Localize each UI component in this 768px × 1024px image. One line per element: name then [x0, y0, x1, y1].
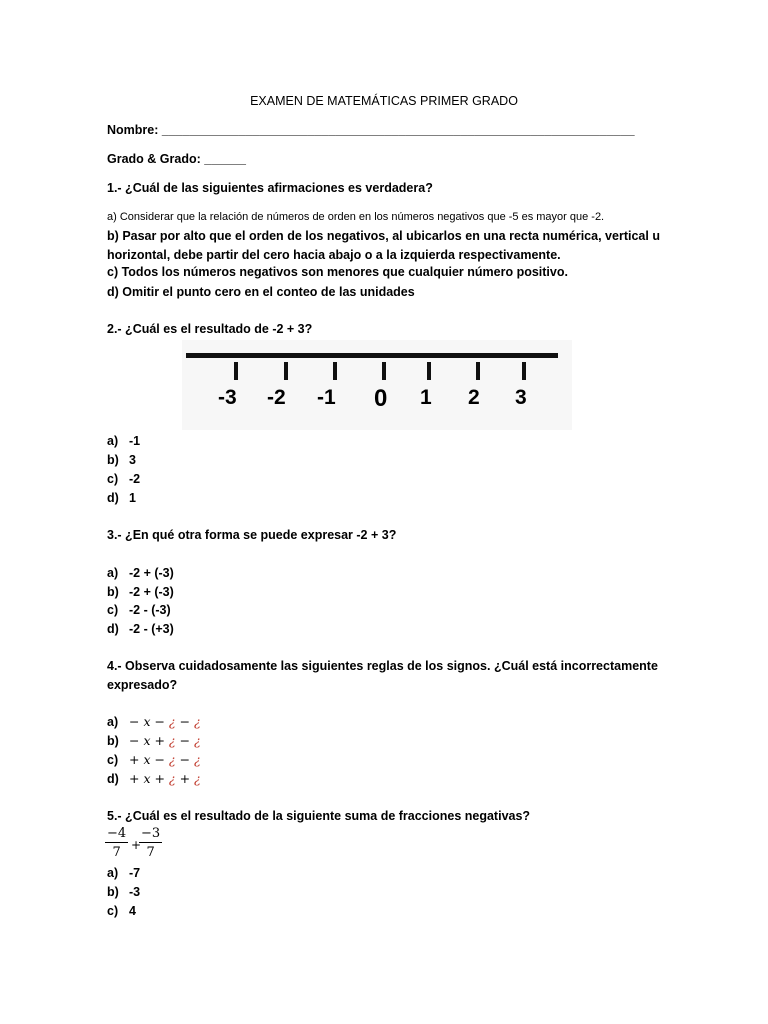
option-text: -2 - (-3) — [129, 603, 171, 617]
grade-label: Grado & Grado: — [107, 152, 201, 166]
option-text: -7 — [129, 866, 141, 880]
q2-option-c — [107, 472, 140, 486]
option-letter: c) — [107, 472, 119, 486]
option-text: 1 — [129, 491, 136, 505]
q4-option-c — [107, 752, 201, 767]
option-letter: a) — [107, 434, 119, 448]
tick-label: 1 — [420, 386, 432, 409]
grade-row — [107, 152, 246, 166]
sign-operator: − — [175, 733, 195, 748]
option-text: -1 — [129, 434, 141, 448]
tick-mark — [522, 362, 526, 380]
unknown-symbol: ¿ — [194, 714, 201, 729]
option-letter: c) — [107, 904, 119, 918]
unknown-symbol: ¿ — [194, 733, 201, 748]
question-4-line-1: 4.- Observa cuidadosamente las siguientes reglas de los signos. ¿Cuál está incorrectamente — [107, 659, 658, 673]
sign-rule-lead: − x − — [129, 714, 169, 729]
grade-field-line[interactable]: ______ — [204, 152, 246, 166]
unknown-symbol: ¿ — [168, 733, 176, 748]
option-letter: a) — [107, 715, 119, 729]
unknown-symbol: ¿ — [168, 752, 176, 767]
name-field-line[interactable]: ____________________________________________________________________ — [161, 123, 635, 137]
option-text: 3 — [129, 453, 136, 467]
tick-label: -1 — [317, 386, 336, 409]
option-letter: c) — [107, 753, 119, 767]
tick-label: 2 — [468, 386, 480, 409]
q2-option-d — [107, 491, 136, 505]
q5-option-b — [107, 885, 140, 899]
sign-operator: − — [175, 714, 195, 729]
name-row — [107, 123, 635, 137]
tick-mark — [333, 362, 337, 380]
question-3: 3.- ¿En qué otra forma se puede expresar -2 + 3? — [107, 528, 397, 542]
sign-operator: + — [175, 771, 195, 786]
q1-option-c: c) Todos los números negativos son menores que cualquier número positivo. — [107, 265, 568, 279]
q2-option-b — [107, 453, 136, 467]
option-text: -2 + (-3) — [129, 585, 174, 599]
option-letter: d) — [107, 772, 119, 786]
option-letter: c) — [107, 603, 119, 617]
fraction-numerator: −4 — [107, 826, 127, 841]
q3-option-d — [107, 622, 174, 636]
option-text: -2 + (-3) — [129, 566, 174, 580]
option-letter: a) — [107, 866, 119, 880]
number-line-axis — [186, 353, 558, 358]
unknown-symbol: ¿ — [168, 714, 176, 729]
tick-mark — [382, 362, 386, 380]
q1-option-b: b) Pasar por alto que el orden de los negativos, al ubicarlos en una recta numérica, vertical u horizontal, debe partir del cero hacia abajo o a la izquierda respectivamente. — [107, 229, 660, 262]
option-letter: d) — [107, 622, 119, 636]
q5-option-a — [107, 866, 140, 880]
tick-mark — [234, 362, 238, 380]
question-5: 5.- ¿Cuál es el resultado de la siguiente suma de fracciones negativas? — [107, 809, 531, 823]
fraction-2 — [139, 826, 162, 860]
unknown-symbol: ¿ — [194, 752, 201, 767]
tick-mark — [284, 362, 288, 380]
tick-mark — [476, 362, 480, 380]
tick-mark — [427, 362, 431, 380]
fraction-numerator: −3 — [141, 826, 161, 841]
q3-option-b — [107, 585, 174, 599]
exam-title: EXAMEN DE MATEMÁTICAS PRIMER GRADO — [250, 94, 518, 108]
q4-option-d — [107, 771, 201, 786]
q3-option-a — [107, 566, 174, 580]
option-text: -3 — [129, 885, 141, 899]
fraction-denominator: 7 — [146, 845, 155, 860]
tick-label: -3 — [218, 386, 237, 409]
q3-option-c — [107, 603, 171, 617]
q1-option-a: a) Considerar que la relación de números de orden en los números negativos que -5 es mayor que -2. — [107, 211, 605, 223]
question-2: 2.- ¿Cuál es el resultado de -2 + 3? — [107, 322, 313, 336]
tick-label: 0 — [374, 385, 388, 412]
fraction-1 — [105, 826, 128, 860]
q4-option-b — [107, 733, 201, 748]
sign-rule-lead: + x − — [129, 752, 169, 767]
q4-option-a — [107, 714, 201, 729]
sign-rule-lead: + x + — [129, 771, 169, 786]
option-letter: b) — [107, 453, 119, 467]
option-letter: d) — [107, 491, 119, 505]
option-text: 4 — [129, 904, 136, 918]
option-text: -2 - (+3) — [129, 622, 174, 636]
tick-label: 3 — [515, 386, 527, 409]
option-letter: a) — [107, 566, 119, 580]
option-text: -2 — [129, 472, 141, 486]
tick-label: -2 — [267, 386, 286, 409]
question-1: 1.- ¿Cuál de las siguientes afirmaciones es verdadera? — [107, 181, 433, 195]
q2-option-a — [107, 434, 140, 448]
unknown-symbol: ¿ — [194, 771, 201, 786]
sign-operator: − — [175, 752, 195, 767]
option-letter: b) — [107, 734, 119, 748]
unknown-symbol: ¿ — [168, 771, 176, 786]
q1-option-d: d) Omitir el punto cero en el conteo de las unidades — [107, 285, 415, 299]
sign-rule-lead: − x + — [129, 733, 169, 748]
plus-sign: + — [131, 838, 142, 852]
number-line-figure — [182, 340, 572, 430]
option-letter: b) — [107, 885, 119, 899]
option-letter: b) — [107, 585, 119, 599]
q5-option-c — [107, 904, 136, 918]
name-label: Nombre: — [107, 123, 159, 137]
fraction-denominator: 7 — [112, 845, 121, 860]
question-4-line-2: expresado? — [107, 678, 178, 692]
